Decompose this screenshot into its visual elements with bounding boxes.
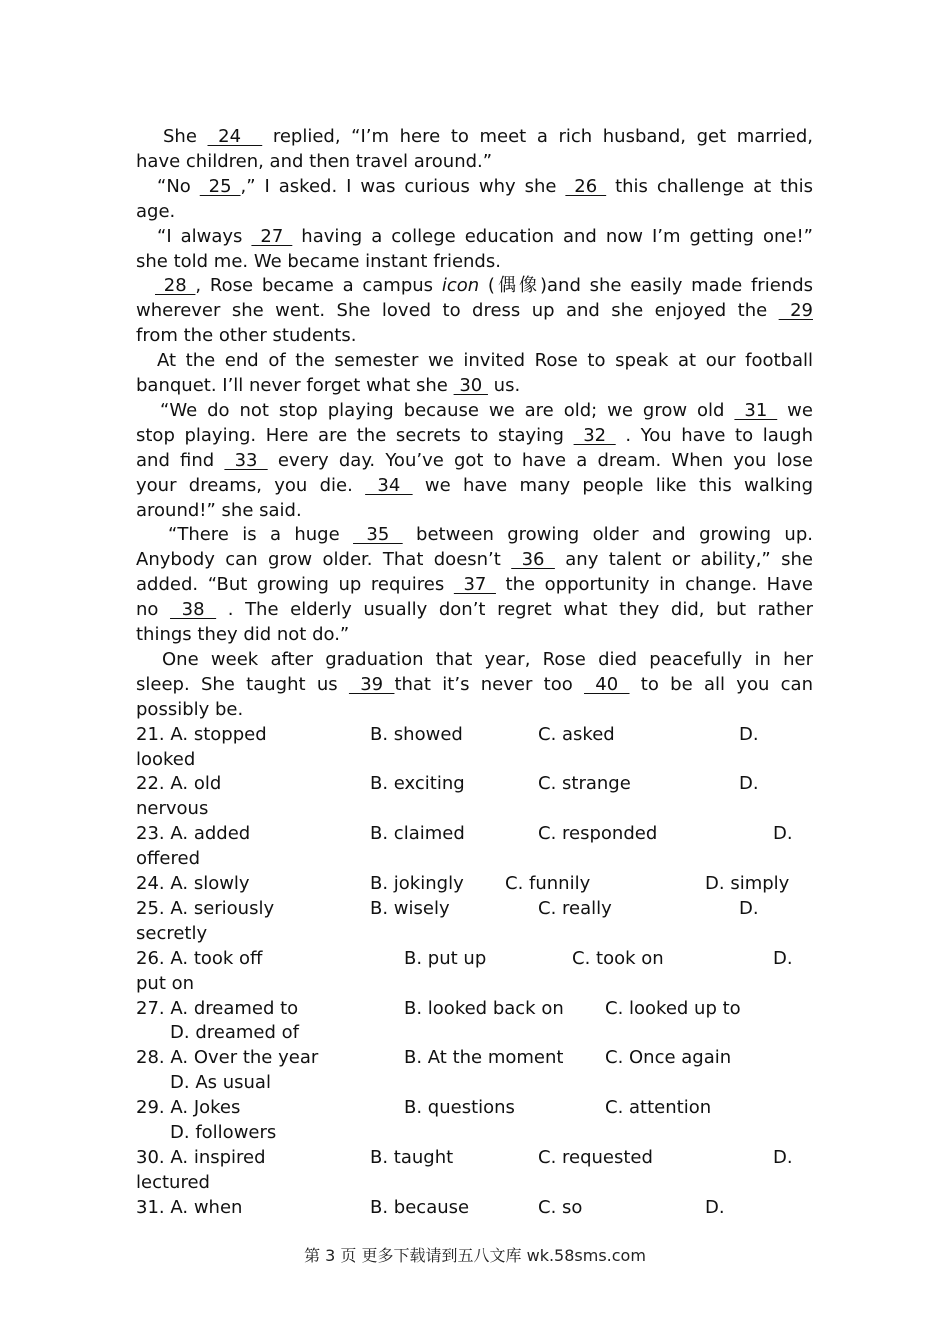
question-option-b: B. taught [370,1146,454,1168]
question-option-d [773,946,793,971]
question-option-a [136,871,250,896]
question-option-c: C. attention [605,1097,712,1119]
passage-line [157,348,813,373]
passage-text: every day. You’ve got to have a dream. When you lose [267,449,814,471]
passage-text: ,” I asked. I was curious why she [240,175,566,197]
passage-text: having a college education and now I’m getting one!” [292,225,814,247]
passage-text: we have many people like this walking [412,474,813,496]
question-option-d [773,1145,793,1170]
question-option-b: B. jokingly [370,873,464,894]
question-option-c: C. funnily [505,873,591,894]
question-option-c: C. really [538,897,612,919]
question-option-c: C. asked [538,723,615,745]
question-option-c: C. took on [572,947,664,969]
question-option-d [773,821,793,846]
passage-line [136,572,813,597]
passage-text: She [163,126,208,147]
answer-blank: 31 [734,399,778,421]
passage-line [160,398,813,423]
passage-text: One week after graduation that year, Rose died peacefully in her [162,648,813,670]
passage-line [136,622,813,647]
option-d-label: D. [739,773,759,795]
passage-line [136,323,813,348]
passage-line [136,597,813,622]
answer-blank: 32 [573,424,616,446]
passage-text: . You have to laugh [615,424,813,446]
question-option-b: B. looked back on [404,997,564,1019]
passage-text: possibly be. [136,698,244,720]
passage-line [163,124,813,149]
passage-line [136,672,813,697]
option-d-text: looked [136,748,196,770]
answer-blank: 26 [565,175,607,197]
passage-text: that it’s never too [394,673,585,695]
answer-blank: 24 [207,126,263,147]
option-d-text: nervous [136,798,209,820]
passage-text: stop playing. Here are the secrets to staying [136,424,574,446]
option-a-text: A. seriously [170,897,275,919]
option-d-label: D. [739,897,759,919]
question-option-b: B. showed [370,723,463,745]
question-number: 30. [136,1146,165,1168]
option-d-label: D. [170,1122,190,1143]
answer-blank: 27 [251,225,293,247]
question-number: 23. [136,823,165,845]
passage-line [136,448,813,473]
italic-word: icon [441,275,480,297]
question-option-c: C. Once again [605,1047,732,1069]
question-option-d [170,1020,299,1045]
passage-text: to be all you can [629,673,813,695]
option-d-text: simply [730,873,790,894]
question-option-b: B. wisely [370,897,450,919]
passage-line [136,697,813,722]
question-option-a [136,1045,318,1070]
option-d-label: D. [739,723,759,745]
passage-line [136,298,813,323]
passage-text: “I always [157,225,252,247]
question-option-d [170,1120,276,1145]
option-d-label: D. [705,873,725,894]
answer-blank: 39 [348,673,395,695]
option-d-label: D. [773,947,793,969]
option-a-text: A. stopped [170,723,267,745]
passage-text: between growing older and growing up. [402,524,813,546]
question-option-a [136,1195,242,1220]
passage-text: have children, and then travel around.” [136,150,493,172]
passage-text: around!” she said. [136,499,302,521]
answer-blank: 36 [511,549,555,571]
answer-blank: 33 [224,449,268,471]
option-d-text: put on [136,972,195,994]
answer-blank: 29 [778,300,813,322]
question-option-b: B. At the moment [404,1047,564,1069]
question-option-b: B. questions [404,1097,515,1119]
option-d-text: secretly [136,922,208,944]
option-a-text: A. added [170,823,251,845]
option-a-text: A. old [170,773,222,795]
passage-text: added. “But growing up requires [136,574,454,596]
passage-text: we [777,399,813,421]
question-option-a [136,722,267,747]
option-d-text: offered [136,848,200,870]
question-number: 31. [136,1196,165,1218]
question-option-b: B. claimed [370,823,465,845]
passage-line [136,423,813,448]
answer-blank: 37 [453,574,496,596]
question-option-a [136,946,262,971]
question-number: 29. [136,1097,165,1119]
option-a-text: A. slowly [170,873,250,894]
option-a-text: A. took off [170,947,263,969]
option-a-text: A. inspired [170,1146,266,1168]
passage-text: Anybody can grow older. That doesn’t [136,549,512,571]
answer-blank: 28 [155,275,196,297]
option-a-text: A. Over the year [170,1047,319,1069]
passage-text: banquet. I’ll never forget what she [136,375,454,396]
passage-text: At the end of the semester we invited Rose to speak at our football [157,350,813,372]
question-option-d [739,896,759,921]
option-d-text: followers [195,1122,277,1143]
option-d-text: lectured [136,1171,210,1193]
answer-blank: 25 [199,175,241,197]
passage-line [168,522,813,547]
answer-blank: 38 [170,599,217,621]
question-number: 26. [136,947,165,969]
option-d-label: D. [170,1022,190,1044]
answer-blank: 40 [584,673,630,695]
passage-text: no [136,599,171,621]
question-number: 21. [136,723,165,745]
passage-line [136,149,813,174]
passage-text: from the other students. [136,325,357,347]
passage-text: us. [487,375,521,396]
passage-line [136,249,813,274]
question-option-a [136,896,274,921]
question-number: 28. [136,1047,165,1069]
passage-text: your dreams, you die. [136,474,366,496]
passage-line [136,547,813,572]
passage-text: things they did not do.” [136,624,350,645]
question-option-c: C. so [538,1196,583,1218]
question-option-c: C. looked up to [605,997,741,1019]
passage-text: any talent or ability,” she [554,549,813,571]
question-number: 27. [136,997,165,1019]
passage-text: “We do not stop playing because we are old; we grow old [160,399,735,421]
question-option-c: C. requested [538,1146,653,1168]
option-d-label: D. [773,823,793,845]
passage-text: (偶像)and she easily made friends [479,275,813,297]
question-option-a [136,996,298,1021]
passage-text: , Rose became a campus [195,275,442,297]
question-option-c: C. strange [538,773,631,795]
passage-text: “There is a huge [168,524,354,546]
passage-text: “No [157,175,200,197]
passage-line [162,647,813,672]
passage-text: age. [136,200,176,222]
passage-text: wherever she went. She loved to dress up and she enjoyed the [136,300,779,322]
question-option-b: B. put up [404,947,487,969]
question-option-a [136,771,221,796]
option-a-text: A. Jokes [170,1097,241,1119]
question-option-d [739,722,759,747]
question-number: 25. [136,897,165,919]
question-option-d [705,871,789,896]
passage-text: and find [136,449,225,471]
question-option-d [705,1195,725,1220]
passage-line [136,498,813,523]
question-option-b: B. exciting [370,773,465,795]
question-option-d [170,1070,271,1095]
question-option-a [136,1145,266,1170]
option-d-label: D. [170,1072,190,1094]
option-d-label: D. [773,1146,793,1168]
passage-line [136,373,813,398]
passage-line [157,224,813,249]
question-option-a [136,821,250,846]
page-footer: 第 3 页 更多下载请到五八文库 wk.58sms.com [304,1246,646,1265]
passage-text: the opportunity in change. Have [495,574,813,596]
passage-line [157,174,813,199]
passage-line [136,473,813,498]
option-d-text: As usual [195,1072,271,1094]
question-number: 24. [136,873,165,894]
passage-line [155,273,813,298]
question-option-c: C. responded [538,823,658,845]
passage-text: replied, “I’m here to meet a rich husband, get married, [262,126,813,147]
passage-text: she told me. We became instant friends. [136,250,501,272]
question-option-a [136,1095,240,1120]
passage-line [136,199,813,224]
option-d-label: D. [705,1196,725,1218]
question-option-d [739,771,759,796]
passage-text: this challenge at this [606,175,813,197]
answer-blank: 35 [353,524,403,546]
option-a-text: A. dreamed to [170,997,299,1019]
option-d-text: dreamed of [195,1022,299,1044]
passage-text: sleep. She taught us [136,673,349,695]
option-a-text: A. when [170,1196,243,1218]
answer-blank: 34 [365,474,413,496]
question-number: 22. [136,773,165,795]
question-option-b: B. because [370,1196,470,1218]
passage-text: . The elderly usually don’t regret what they did, but rather [216,599,813,621]
answer-blank: 30 [453,375,488,396]
